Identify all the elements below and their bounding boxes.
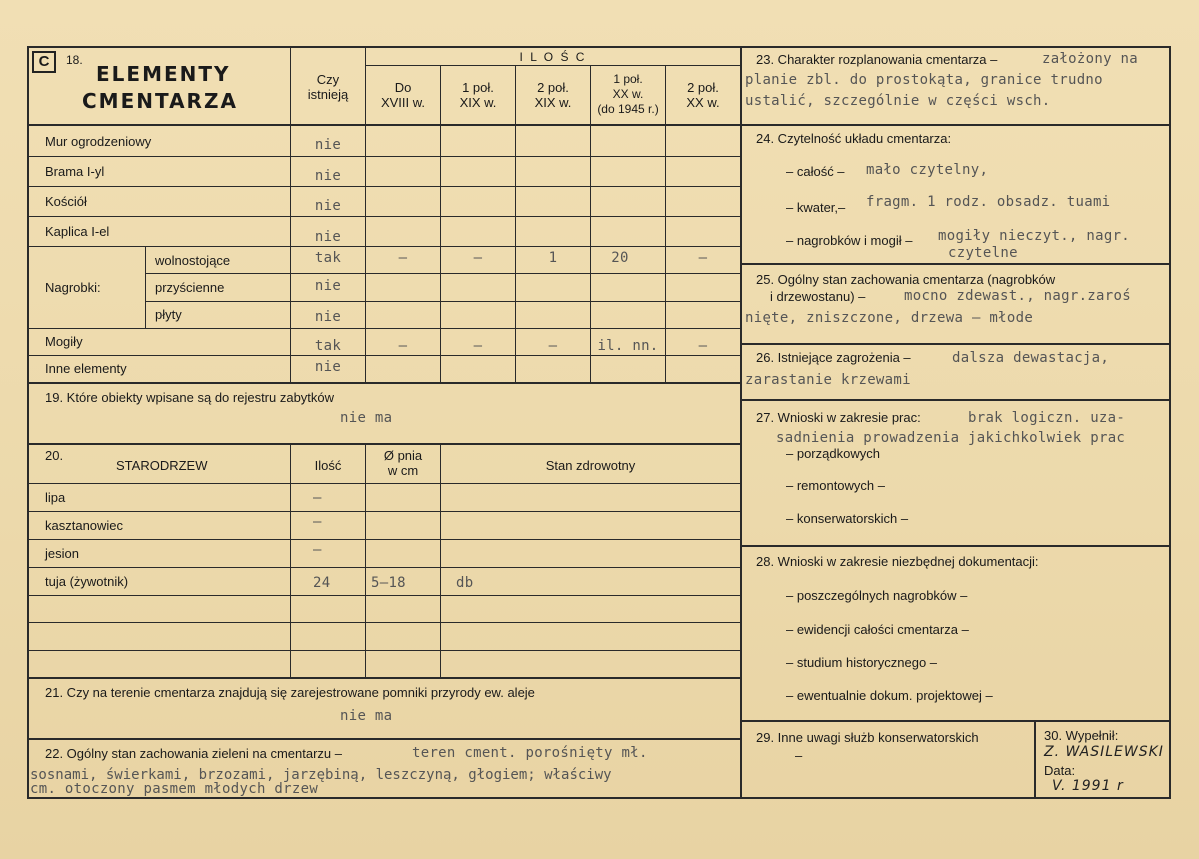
section-18-number: 18. — [66, 53, 83, 67]
work-item: – porządkowych — [786, 446, 880, 461]
section-20-number: 20. — [45, 448, 64, 463]
section-23-value-line1: założony na — [1042, 51, 1139, 67]
tree-name: jesion — [45, 546, 79, 561]
row-label: płyty — [155, 307, 182, 322]
row-label: wolnostojące — [155, 253, 231, 268]
period-value: – — [398, 250, 408, 266]
period-header: 1 poł. XIX w. — [459, 80, 497, 110]
section-22-value-line1: teren cment. porośnięty mł. — [412, 745, 648, 761]
section-26-label: 26. Istniejące zagrożenia – — [756, 350, 911, 365]
doc-item: – studium historycznego – — [786, 655, 938, 670]
quarters-label: – kwater,– — [786, 200, 846, 215]
section-22-value-line3: cm. otoczony pasmem młodych drzew — [30, 781, 319, 797]
graves-value-line2: czytelne — [948, 245, 1018, 261]
period-header: 1 poł. XX w. (do 1945 r.) — [597, 72, 659, 116]
period-value: il. nn. — [597, 338, 659, 354]
period-value: 20 — [611, 250, 629, 266]
section-23-value-line2: planie zbl. do prostokąta, granice trudno — [745, 72, 1103, 88]
section-27-value-line2: sadnienia prowadzenia jakichkolwiek prac — [776, 430, 1126, 446]
tree-name: kasztanowiec — [45, 518, 124, 533]
section-22-label: 22. Ogólny stan zachowania zieleni na cmentarzu – — [45, 746, 343, 761]
tree-name: lipa — [45, 490, 66, 505]
tree-count: – — [313, 490, 322, 506]
graves-label: – nagrobków i mogił – — [786, 233, 913, 248]
section-23-value-line3: ustalić, szczególnie w części wsch. — [745, 93, 1051, 109]
whole-label: – całość – — [786, 164, 845, 179]
section-19-label: 19. Które obiekty wpisane są do rejestru zabytków — [45, 390, 335, 405]
section-26-value-line2: zarastanie krzewami — [745, 372, 911, 388]
row-label: Brama I-yl — [45, 164, 105, 179]
section-21-value: nie ma — [340, 708, 393, 724]
trees-header-count: Ilość — [314, 458, 342, 473]
date-label: Data: — [1044, 763, 1076, 778]
period-value: – — [698, 338, 708, 354]
exists-value: nie — [314, 168, 342, 184]
exists-header: Czy istnieją — [307, 72, 349, 102]
doc-item: – ewentualnie dokum. projektowej – — [786, 688, 993, 703]
tree-count: 24 — [313, 575, 331, 591]
trees-header-name: STARODRZEW — [116, 458, 208, 473]
exists-value: nie — [314, 309, 342, 325]
quarters-value: fragm. 1 rodz. obsadz. tuami — [866, 194, 1111, 210]
period-value: 1 — [548, 250, 558, 266]
section-28-label: 28. Wnioski w zakresie niezbędnej dokumentacji: — [756, 554, 1039, 569]
period-value: – — [698, 250, 708, 266]
exists-value: nie — [314, 278, 342, 294]
tree-count: – — [313, 542, 322, 558]
period-header: 2 poł. XIX w. — [534, 80, 572, 110]
section-21-label: 21. Czy na terenie cmentarza znajdują się zarejestrowane pomniki przyrody ew. aleje — [45, 685, 535, 700]
doc-item: – poszczególnych nagrobków – — [786, 588, 968, 603]
section-19-value: nie ma — [340, 410, 393, 426]
section-30-label: 30. Wypełnił: — [1044, 728, 1119, 743]
row-label: przyścienne — [155, 280, 225, 295]
tree-name: tuja (żywotnik) — [45, 574, 129, 589]
whole-value: mało czytelny, — [866, 162, 989, 178]
filled-by-name: Z. WASILEWSKI — [1044, 744, 1164, 760]
section-27-label: 27. Wnioski w zakresie prac: — [756, 410, 921, 425]
tree-health: db — [456, 575, 474, 591]
doc-item: – ewidencji całości cmentarza – — [786, 622, 969, 637]
exists-value: tak — [314, 250, 342, 266]
period-value: – — [398, 338, 408, 354]
exists-value: tak — [314, 338, 342, 354]
ilosc-header: I L O Ś C — [519, 50, 587, 64]
row-label: Mur ogrodzeniowy — [45, 134, 152, 149]
section-letter-box: C — [32, 51, 56, 73]
tree-count: – — [313, 514, 322, 530]
section-22-value-line2: sosnami, świerkami, brzozami, jarzębiną, leszczyną, głogiem; właściwy — [30, 767, 612, 783]
section-18-title-line1: ELEMENTY — [96, 62, 231, 86]
tree-diameter: 5–18 — [371, 575, 406, 591]
section-25-label-line1: 25. Ogólny stan zachowania cmentarza (nagrobków — [756, 272, 1056, 287]
date-value: V. 1991 r — [1052, 778, 1124, 794]
section-25-value-line2: nięte, zniszczone, drzewa – młode — [745, 310, 1034, 326]
section-27-value-line1: brak logiczn. uza- — [968, 410, 1126, 426]
row-label: Mogiły — [45, 334, 83, 349]
section-25-label-line2: i drzewostanu) – — [770, 289, 866, 304]
nagrobki-label: Nagrobki: — [45, 280, 101, 295]
section-24-label: 24. Czytelność układu cmentarza: — [756, 131, 952, 146]
trees-header-health: Stan zdrowotny — [545, 458, 636, 473]
period-value: – — [473, 338, 483, 354]
section-29-value: – — [795, 748, 803, 763]
period-value: – — [548, 338, 558, 354]
work-item: – remontowych – — [786, 478, 885, 493]
period-header: Do XVIII w. — [380, 80, 426, 110]
section-29-label: 29. Inne uwagi służb konserwatorskich — [756, 730, 979, 745]
row-label: Kaplica I-el — [45, 224, 110, 239]
section-26-value-line1: dalsza dewastacja, — [952, 350, 1110, 366]
section-23-label: 23. Charakter rozplanowania cmentarza – — [756, 52, 998, 67]
exists-value: nie — [314, 198, 342, 214]
exists-value: nie — [314, 359, 342, 375]
section-25-value-line1: mocno zdewast., nagr.zaroś — [904, 288, 1131, 304]
work-item: – konserwatorskich – — [786, 511, 909, 526]
row-label: Inne elementy — [45, 361, 127, 376]
graves-value-line1: mogiły nieczyt., nagr. — [938, 228, 1131, 244]
exists-value: nie — [314, 137, 342, 153]
column-divider — [740, 47, 742, 798]
period-header: 2 poł. XX w. — [686, 80, 720, 110]
row-label: Kościół — [45, 194, 87, 209]
section-18-title-line2: CMENTARZA — [82, 89, 238, 113]
exists-value: nie — [314, 229, 342, 245]
trees-header-diameter: Ø pnia w cm — [383, 448, 423, 478]
period-value: – — [473, 250, 483, 266]
